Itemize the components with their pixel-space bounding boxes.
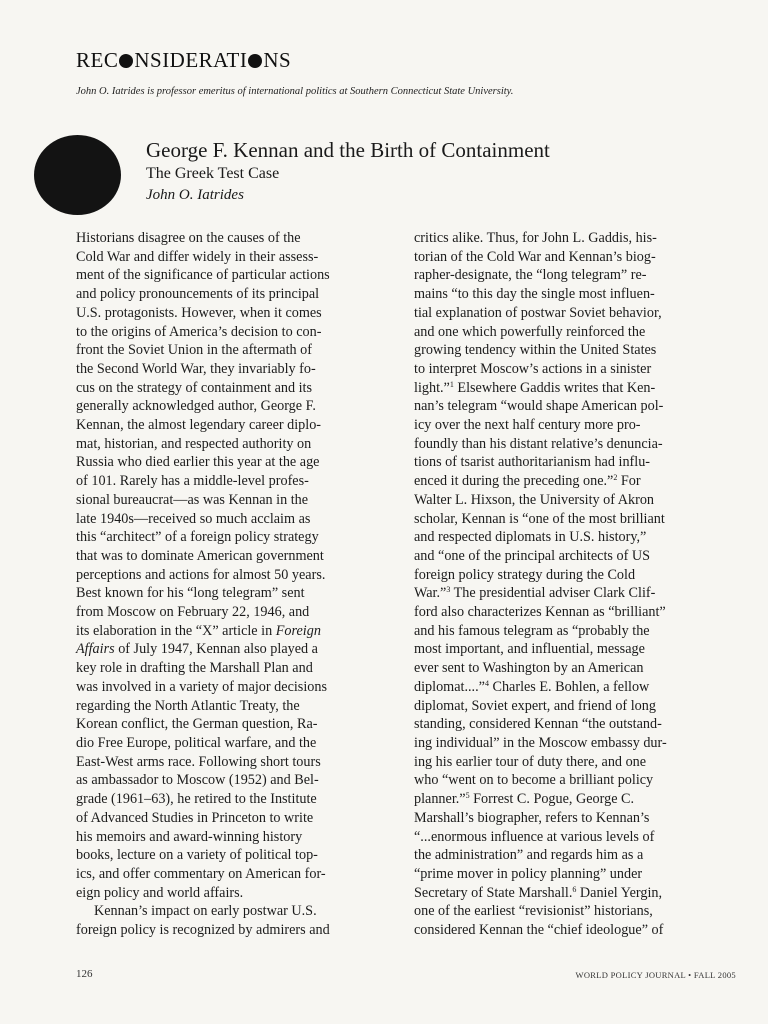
body-line: key role in drafting the Marshall Plan and (76, 660, 313, 677)
footnote-marker[interactable]: 4 (484, 678, 489, 688)
article-title: George F. Kennan and the Birth of Containment (146, 138, 550, 162)
body-line: ment of the significance of particular actions (76, 267, 330, 284)
body-line: Walter L. Hixson, the University of Akron (414, 491, 655, 508)
footnote-marker[interactable]: 6 (572, 884, 577, 894)
body-line: was involved in a variety of major decisions (76, 678, 327, 695)
body-line: Korean conflict, the German question, Ra- (76, 716, 318, 733)
footnote-marker[interactable]: 1 (449, 379, 454, 389)
body-line: Kennan’s impact on early postwar U.S. (94, 903, 317, 920)
body-column-left (76, 229, 396, 940)
body-line: Best known for his “long telegram” sent (76, 585, 305, 602)
body-line: mat, historian, and respected authority on (76, 435, 312, 452)
body-line: nan’s telegram “would shape American pol- (414, 398, 664, 415)
body-line: of 101. Rarely has a middle-level profes- (76, 473, 309, 490)
body-line: front the Soviet Union in the aftermath of (76, 342, 313, 359)
body-line: Secretary of State Marshall.$^6$ Daniel Yergin, (414, 884, 663, 901)
body-line: to interpret Moscow’s actions in a sinister (414, 360, 652, 377)
footnote-marker[interactable]: 3 (446, 585, 451, 595)
body-line: East-West arms race. Following short tours (76, 753, 321, 770)
body-line: ford also characterizes Kennan as “brilliant” (414, 604, 666, 621)
body-line: planner.”$^5$ Forrest C. Pogue, George C. (414, 791, 635, 808)
body-line: and his famous telegram as “probably the (414, 622, 650, 639)
body-line: foreign policy is recognized by admirers and (76, 922, 330, 939)
body-line: rapher-designate, the “long telegram” re- (414, 267, 647, 284)
body-line: enced it during the preceding one.”$^2$ For (414, 473, 641, 490)
body-line: critics alike. Thus, for John L. Gaddis, his- (414, 230, 657, 246)
body-line: ever sent to Washington by an American (414, 660, 644, 677)
body-line: the administration” and regards him as a (414, 847, 644, 864)
body-line: scholar, Kennan is “one of the most brilliant (414, 510, 665, 527)
body-line: books, lecture on a variety of political top- (76, 847, 318, 864)
body-line: late 1940s—received so much acclaim as (76, 510, 311, 527)
article-subtitle: The Greek Test Case (146, 165, 280, 182)
body-line: that was to dominate American government (76, 547, 324, 564)
body-line: foreign policy strategy during the Cold (414, 566, 636, 583)
circle-o-icon (119, 54, 133, 68)
body-line: “prime mover in policy planning” under (414, 865, 643, 882)
body-line: War.”$^3$ The presidential adviser Clark Clif- (414, 585, 656, 602)
journal-name-italic: Affairs (76, 641, 115, 658)
body-line: diplomat, Soviet expert, and friend of long (414, 697, 656, 714)
body-line: mains “to this day the single most influen- (414, 286, 655, 303)
body-line: Affairs of July 1947, Kennan also played a (76, 641, 318, 658)
body-column-right (414, 229, 744, 940)
footnote-marker[interactable]: 5 (465, 791, 470, 801)
body-line: this “architect” of a foreign policy strategy (76, 529, 319, 546)
body-line: the Second World War, they invariably fo- (76, 360, 316, 377)
body-line: and respected diplomats in U.S. history,” (414, 529, 647, 546)
body-line: light.”$^1$ Elsewhere Gaddis writes that Ken- (414, 379, 656, 396)
body-line: generally acknowledged author, George F. (76, 398, 316, 415)
body-line: most important, and influential, message (414, 641, 645, 658)
body-line: regarding the North Atlantic Treaty, the (76, 697, 300, 714)
journal-name-italic: Foreign (275, 622, 321, 639)
journal-footer: WORLD POLICY JOURNAL • FALL 2005 (575, 970, 736, 980)
body-line: sional bureaucrat—as was Kennan in the (76, 491, 309, 508)
body-line: torian of the Cold War and Kennan’s biog- (414, 248, 656, 265)
body-line: to the origins of America’s decision to con- (76, 323, 322, 340)
body-line: and policy pronouncements of its principal (76, 286, 320, 303)
body-line: of Advanced Studies in Princeton to write (76, 809, 314, 826)
body-line: cus on the strategy of containment and its (76, 379, 313, 396)
section-title: REC NSIDERATI NS (76, 48, 292, 72)
body-line: tial explanation of postwar Soviet behavior, (414, 304, 662, 321)
body-line: ics, and offer commentary on American for- (76, 865, 326, 882)
black-circle-graphic (34, 135, 121, 215)
page-number: 126 (76, 968, 93, 980)
body-line: tions of tsarist authoritarianism had influ- (414, 454, 651, 471)
body-line: foundly than his distant relative’s denuncia- (414, 435, 663, 452)
body-line: U.S. protagonists. However, when it comes (76, 304, 322, 321)
author-note: John O. Iatrides is professor emeritus of international politics at Southern Connecticut State University. (76, 86, 514, 97)
body-line: Marshall’s biographer, refers to Kennan’s (414, 809, 650, 826)
body-line: Kennan, the almost legendary career diplo- (76, 417, 322, 434)
body-line: his memoirs and award-winning history (76, 828, 303, 845)
footnote-marker[interactable]: 2 (613, 473, 618, 483)
body-line: eign policy and world affairs. (76, 884, 244, 901)
body-line: and one which powerfully reinforced the (414, 323, 646, 340)
body-line: icy over the next half century more pro- (414, 417, 641, 434)
body-line: standing, considered Kennan “the outstand- (414, 716, 662, 733)
body-line: “...enormous influence at various levels of (414, 828, 655, 845)
body-line: Historians disagree on the causes of the (76, 230, 301, 246)
body-line: Russia who died earlier this year at the age (76, 454, 320, 471)
circle-o-icon (248, 54, 262, 68)
body-line: diplomat....”$^4$ Charles E. Bohlen, a fellow (414, 678, 650, 695)
body-line: ing individual” in the Moscow embassy dur- (414, 734, 667, 751)
body-line: perceptions and actions for almost 50 years. (76, 566, 326, 583)
body-line: from Moscow on February 22, 1946, and (76, 604, 310, 621)
article-byline: John O. Iatrides (146, 187, 244, 203)
body-line: growing tendency within the United States (414, 342, 657, 359)
body-line: grade (1961–63), he retired to the Institute (76, 791, 317, 808)
body-line: its elaboration in the “X” article in Foreign (76, 622, 321, 639)
body-line: ing his earlier tour of duty there, and one (414, 753, 647, 770)
body-line: Cold War and differ widely in their assess- (76, 248, 319, 265)
body-line: one of the earliest “revisionist” historians, (414, 903, 653, 920)
body-line: who “went on to become a brilliant policy (414, 772, 654, 789)
body-line: and “one of the principal architects of US (414, 547, 650, 564)
body-line: dio Free Europe, political warfare, and the (76, 734, 317, 751)
body-line: as ambassador to Moscow (1952) and Bel- (76, 772, 319, 789)
body-line: considered Kennan the “chief ideologue” of (414, 922, 664, 939)
